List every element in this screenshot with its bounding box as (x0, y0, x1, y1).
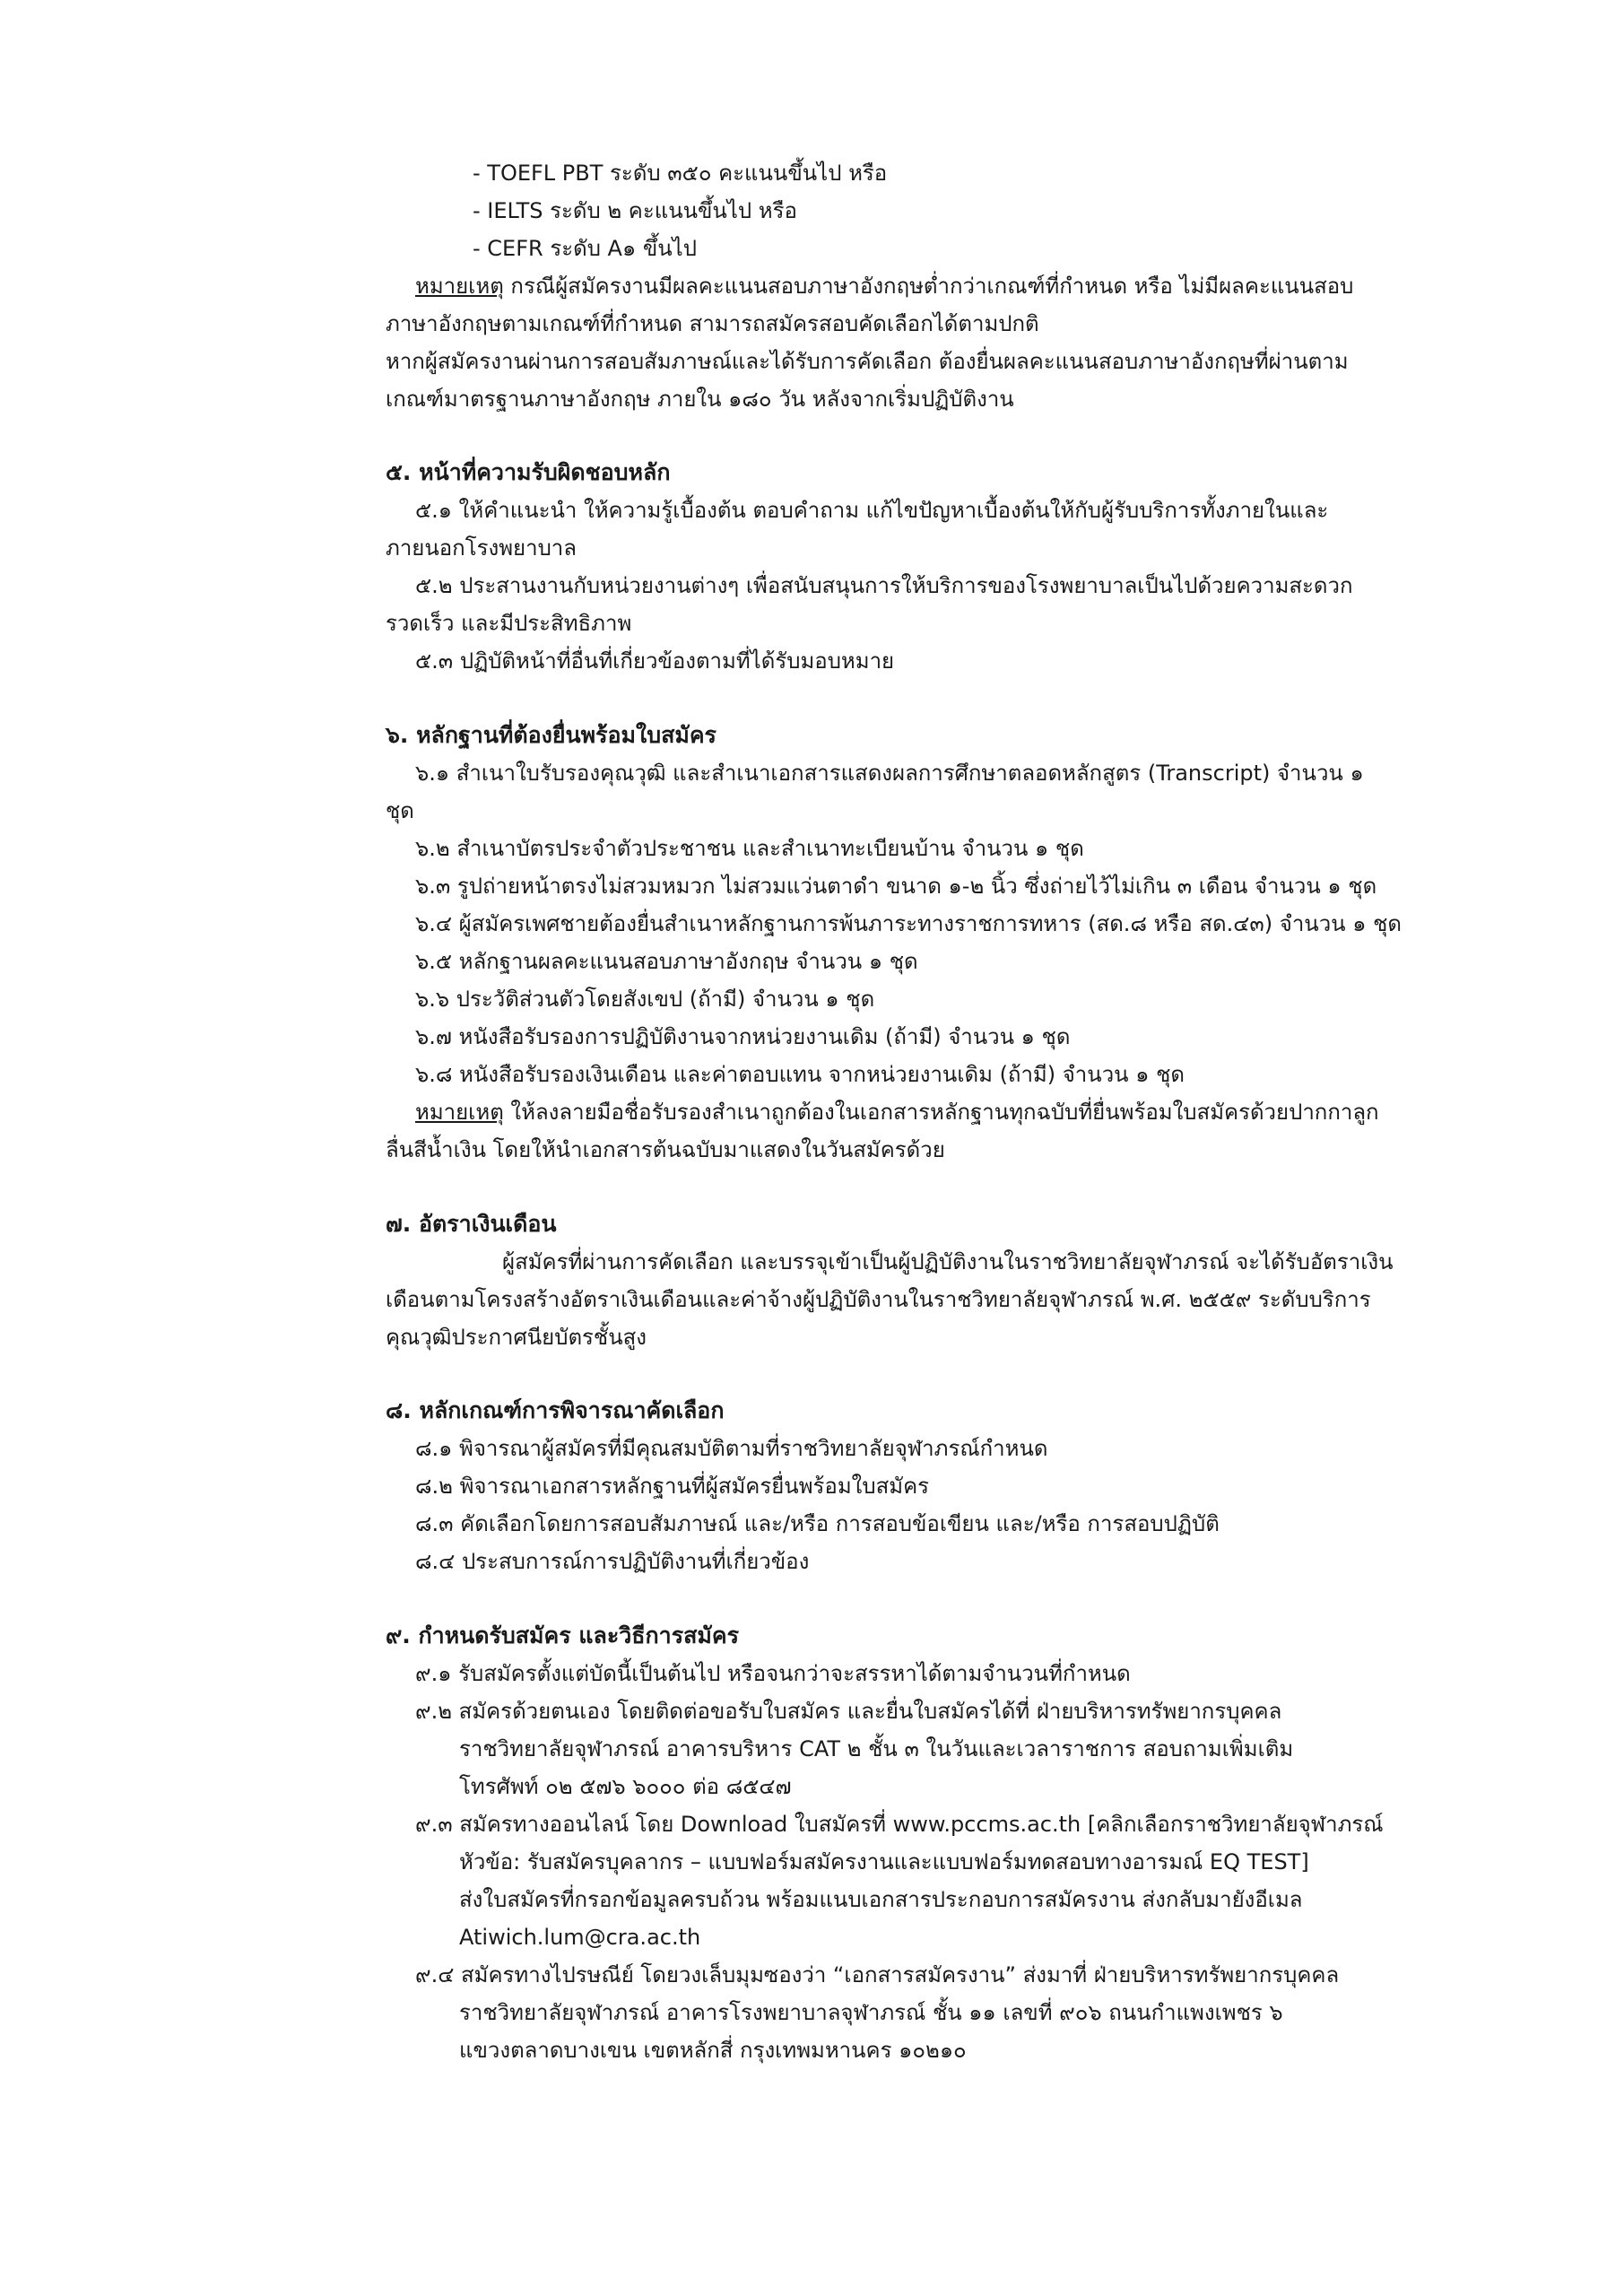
english-item-toefl: - TOEFL PBT ระดับ ๓๕๐ คะแนนขึ้นไป หรือ (473, 161, 888, 186)
section-9-line-9: ๙.๔ สมัครทางไปรษณีย์ โดยวงเล็บมุมซองว่า “เอกสารสมัครงาน” ส่งมาที่ ฝ่ายบริหารทรัพยากรบุคคล (415, 1962, 1340, 1987)
note-label: หมายเหตุ (415, 274, 504, 299)
section-9-line-7: ส่งใบสมัครที่กรอกข้อมูลครบถ้วน พร้อมแนบเอกสารประกอบการสมัครงาน ส่งกลับมายังอีเมล (459, 1887, 1303, 1912)
section-6-line-2: ชุด (386, 798, 414, 823)
section-6-item: ๖.๖ ประวัติส่วนตัวโดยสังเขป (ถ้ามี) จำนวน ๑ ชุด (415, 987, 875, 1012)
section-9-line-11: แขวงตลาดบางเขน เขตหลักสี่ กรุงเทพมหานคร ๑๐๒๑๐ (459, 2038, 967, 2063)
english-item-ielts: - IELTS ระดับ ๒ คะแนนขึ้นไป หรือ (473, 198, 797, 223)
section-7-line-2: เดือนตามโครงสร้างอัตราเงินเดือนและค่าจ้างผู้ปฏิบัติงานในราชวิทยาลัยจุฬาภรณ์ พ.ศ. ๒๕๕๙ ระดับบริการ (386, 1287, 1371, 1312)
section-8-item: ๘.๔ ประสบการณ์การปฏิบัติงานที่เกี่ยวข้อง (415, 1549, 810, 1574)
section-8-heading: ๘. หลักเกณฑ์การพิจารณาคัดเลือก (386, 1397, 725, 1423)
section-8-item: ๘.๒ พิจารณาเอกสารหลักฐานที่ผู้สมัครยื่นพร้อมใบสมัคร (415, 1474, 930, 1499)
section-9-heading: ๙. กำหนดรับสมัคร และวิธีการสมัคร (386, 1622, 740, 1648)
section-6-item: ๖.๗ หนังสือรับรองการปฏิบัติงานจากหน่วยงานเดิม (ถ้ามี) จำนวน ๑ ชุด (415, 1024, 1071, 1049)
section-5-line-5: ๕.๓ ปฏิบัติหน้าที่อื่นที่เกี่ยวข้องตามที่ได้รับมอบหมาย (415, 648, 895, 674)
section-9-line-4: โทรศัพท์ ๐๒ ๕๗๖ ๖๐๐๐ ต่อ ๘๕๔๗ (459, 1774, 792, 1799)
english-note-line-1 (415, 273, 1353, 300)
english-note-line-3: หากผู้สมัครงานผ่านการสอบสัมภาษณ์และได้รับการคัดเลือก ต้องยื่นผลคะแนนสอบภาษาอังกฤษที่ผ่านตาม (386, 349, 1349, 374)
section-6-note-line-2: ลื่นสีน้ำเงิน โดยให้นำเอกสารต้นฉบับมาแสดงในวันสมัครด้วย (386, 1137, 945, 1162)
section-6-item: ๖.๕ หลักฐานผลคะแนนสอบภาษาอังกฤษ จำนวน ๑ ชุด (415, 949, 918, 974)
section-6-item: ๖.๒ สำเนาบัตรประจำตัวประชาชน และสำเนาทะเบียนบ้าน จำนวน ๑ ชุด (415, 836, 1084, 861)
section-8-item: ๘.๓ คัดเลือกโดยการสอบสัมภาษณ์ และ/หรือ การสอบข้อเขียน และ/หรือ การสอบปฏิบัติ (415, 1511, 1220, 1536)
section-7-heading: ๗. อัตราเงินเดือน (386, 1211, 557, 1237)
section-9-line-6: หัวข้อ: รับสมัครบุคลากร – แบบฟอร์มสมัครงานและแบบฟอร์มทดสอบทางอารมณ์ EQ TEST] (459, 1849, 1309, 1874)
section-8-item: ๘.๑ พิจารณาผู้สมัครที่มีคุณสมบัติตามที่ราชวิทยาลัยจุฬาภรณ์กำหนด (415, 1436, 1048, 1461)
section-9-line-2: ๙.๒ สมัครด้วยตนเอง โดยติดต่อขอรับใบสมัคร และยื่นใบสมัครได้ที่ ฝ่ายบริหารทรัพยากรบุคคล (415, 1699, 1282, 1724)
section-9-line-5: ๙.๓ สมัครทางออนไลน์ โดย Download ใบสมัครที่ www.pccms.ac.th [คลิกเลือกราชวิทยาลัยจุฬาภรณ์ (415, 1812, 1384, 1837)
section-6-heading: ๖. หลักฐานที่ต้องยื่นพร้อมใบสมัคร (386, 722, 716, 748)
section-6-item: ๖.๔ ผู้สมัครเพศชายต้องยื่นสำเนาหลักฐานการพ้นภาระทางราชการทหาร (สด.๘ หรือ สด.๔๓) จำนวน ๑ ชุด (415, 911, 1402, 936)
note-text: ให้ลงลายมือชื่อรับรองสำเนาถูกต้องในเอกสารหลักฐานทุกฉบับที่ยื่นพร้อมใบสมัครด้วยปากกาลูก (503, 1100, 1379, 1125)
note-text: กรณีผู้สมัครงานมีผลคะแนนสอบภาษาอังกฤษต่ำกว่าเกณฑ์ที่กำหนด หรือ ไม่มีผลคะแนนสอบ (503, 274, 1354, 299)
section-7-line-3: คุณวุฒิประกาศนียบัตรชั้นสูง (386, 1325, 647, 1350)
section-6-note-line-1 (415, 1099, 1379, 1126)
note-label: หมายเหตุ (415, 1100, 504, 1125)
section-7-line-1: ผู้สมัครที่ผ่านการคัดเลือก และบรรจุเข้าเป็นผู้ปฏิบัติงานในราชวิทยาลัยจุฬาภรณ์ จะได้รับอัตราเงิน (502, 1249, 1394, 1274)
section-5-line-2: ภายนอกโรงพยาบาล (386, 535, 577, 561)
section-5-line-3: ๕.๒ ประสานงานกับหน่วยงานต่างๆ เพื่อสนับสนุนการให้บริการของโรงพยาบาลเป็นไปด้วยความสะดวก (415, 573, 1353, 598)
english-note-line-4: เกณฑ์มาตรฐานภาษาอังกฤษ ภายใน ๑๘๐ วัน หลังจากเริ่มปฏิบัติงาน (386, 387, 1014, 412)
section-5-line-1: ๕.๑ ให้คำแนะนำ ให้ความรู้เบื้องต้น ตอบคำถาม แก้ไขปัญหาเบื้องต้นให้กับผู้รับบริการทั้งภายในและ (415, 498, 1329, 523)
section-9-line-3: ราชวิทยาลัยจุฬาภรณ์ อาคารบริหาร CAT ๒ ชั้น ๓ ในวันและเวลาราชการ สอบถามเพิ่มเติม (459, 1736, 1294, 1761)
section-6-item: ๖.๓ รูปถ่ายหน้าตรงไม่สวมหมวก ไม่สวมแว่นตาดำ ขนาด ๑-๒ นิ้ว ซึ่งถ่ายไว้ไม่เกิน ๓ เดือน จำนวน ๑ ชุด (415, 874, 1377, 899)
section-9-line-10: ราชวิทยาลัยจุฬาภรณ์ อาคารโรงพยาบาลจุฬาภรณ์ ชั้น ๑๑ เลขที่ ๙๐๖ ถนนกำแพงเพชร ๖ (459, 2000, 1283, 2025)
section-5-line-4: รวดเร็ว และมีประสิทธิภาพ (386, 611, 632, 636)
section-6-line-1: ๖.๑ สำเนาใบรับรองคุณวุฒิ และสำเนาเอกสารแสดงผลการศึกษาตลอดหลักสูตร (Transcript) จำนวน ๑ (415, 761, 1364, 786)
english-item-cefr: - CEFR ระดับ A๑ ขึ้นไป (473, 236, 697, 261)
section-6-item: ๖.๘ หนังสือรับรองเงินเดือน และค่าตอบแทน จากหน่วยงานเดิม (ถ้ามี) จำนวน ๑ ชุด (415, 1062, 1185, 1087)
section-5-heading: ๕. หน้าที่ความรับผิดชอบหลัก (386, 459, 671, 485)
english-note-line-2: ภาษาอังกฤษตามเกณฑ์ที่กำหนด สามารถสมัครสอบคัดเลือกได้ตามปกติ (386, 311, 1039, 336)
email-address: Atiwich.lum@cra.ac.th (459, 1925, 701, 1950)
section-9-line-1: ๙.๑ รับสมัครตั้งแต่บัดนี้เป็นต้นไป หรือจนกว่าจะสรรหาได้ตามจำนวนที่กำหนด (415, 1661, 1131, 1686)
